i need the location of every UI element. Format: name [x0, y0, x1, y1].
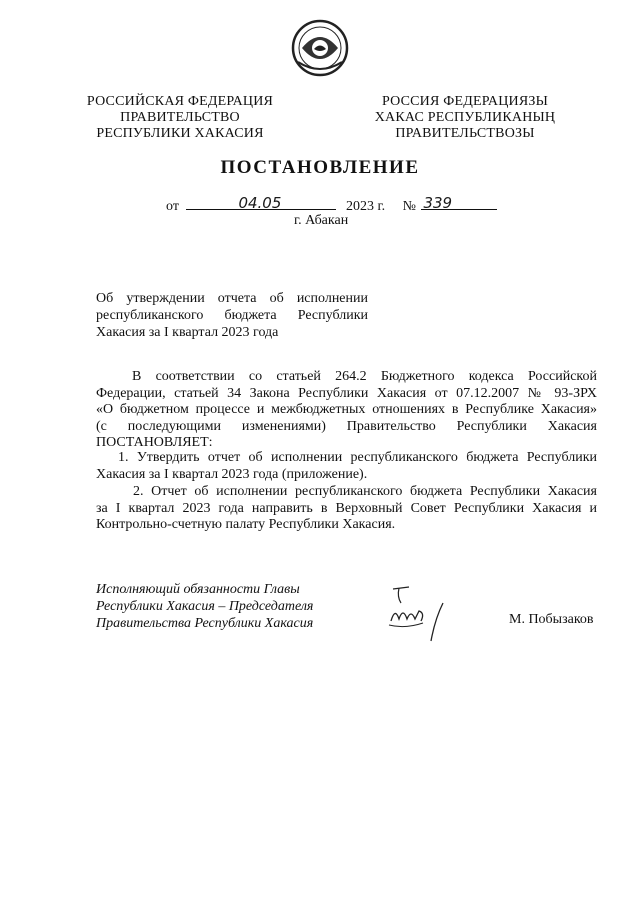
preamble-line: ПОСТАНОВЛЯЕТ: [96, 435, 213, 451]
preamble-line: «О бюджетном процессе и межбюджетных отношениях в Республике Хакасия» [96, 402, 597, 418]
header-left-line: РЕСПУБЛИКИ ХАКАСИЯ [96, 126, 264, 141]
number-handwritten: 339 [423, 194, 453, 212]
date-handwritten: 04.05 [238, 194, 282, 212]
item-line: за I квартал 2023 года направить в Верховный Совет Республики Хакасия и [96, 500, 597, 516]
item-line: 1. Утвердить отчет об исполнении республиканского бюджета Республики [118, 450, 597, 465]
item-line: Хакасия за I квартал 2023 года (приложение). [96, 466, 368, 482]
preamble-paragraph [96, 369, 597, 452]
signatory-position-line: Правительства Республики Хакасия [96, 616, 314, 631]
signatory-position-line: Республики Хакасия – Председателя [96, 599, 314, 614]
subject-block [96, 290, 368, 341]
preamble-line: В соответствии со статьей 264.2 Бюджетного кодекса Российской [132, 369, 597, 384]
number-sign: № [402, 199, 416, 214]
header-right-line: ПРАВИТЕЛЬСТВОЗЫ [395, 126, 535, 141]
item-paragraph [96, 450, 597, 483]
signatory-position-line: Исполняющий обязанности Главы [96, 582, 300, 597]
date-year: 2023 г. [345, 199, 386, 214]
preamble-line: (с последующими изменениями) Правительство Республики Хакасия [96, 418, 597, 434]
item-paragraph [96, 484, 597, 534]
subject-line: Хакасия за I квартал 2023 года [96, 325, 279, 340]
signatory-name: М. Побызаков [509, 612, 594, 627]
city: г. Абакан [294, 213, 349, 228]
header-left-line: ПРАВИТЕЛЬСТВО [120, 110, 240, 125]
item-line: Контрольно-счетную палату Республики Хакасия. [96, 517, 396, 533]
header-right-line: РОССИЯ ФЕДЕРАЦИЯЗЫ [381, 94, 549, 109]
date-prefix: от [166, 199, 179, 214]
header-left [85, 94, 275, 142]
document-title: ПОСТАНОВЛЕНИЕ [220, 157, 420, 178]
handwritten-signature [385, 585, 460, 645]
date-field [186, 196, 336, 210]
subject-line: Об утверждении отчета об исполнении [96, 291, 368, 306]
signatory-position [96, 581, 313, 632]
header-right-line: ХАКАС РЕСПУБЛИКАНЫҢ [374, 110, 556, 125]
preamble-line: Федерации, статьей 34 Закона Республики Хакасия от 07.12.2007 № 93-ЗРХ [96, 385, 597, 401]
item-line: 2. Отчет об исполнении республиканского бюджета Республики Хакасия [133, 484, 597, 499]
header-left-line: РОССИЙСКАЯ ФЕДЕРАЦИЯ [86, 94, 274, 109]
subject-line: республиканского бюджета Республики [96, 308, 368, 323]
coat-of-arms-emblem [290, 18, 350, 78]
number-field [421, 196, 497, 210]
header-right [365, 94, 565, 142]
